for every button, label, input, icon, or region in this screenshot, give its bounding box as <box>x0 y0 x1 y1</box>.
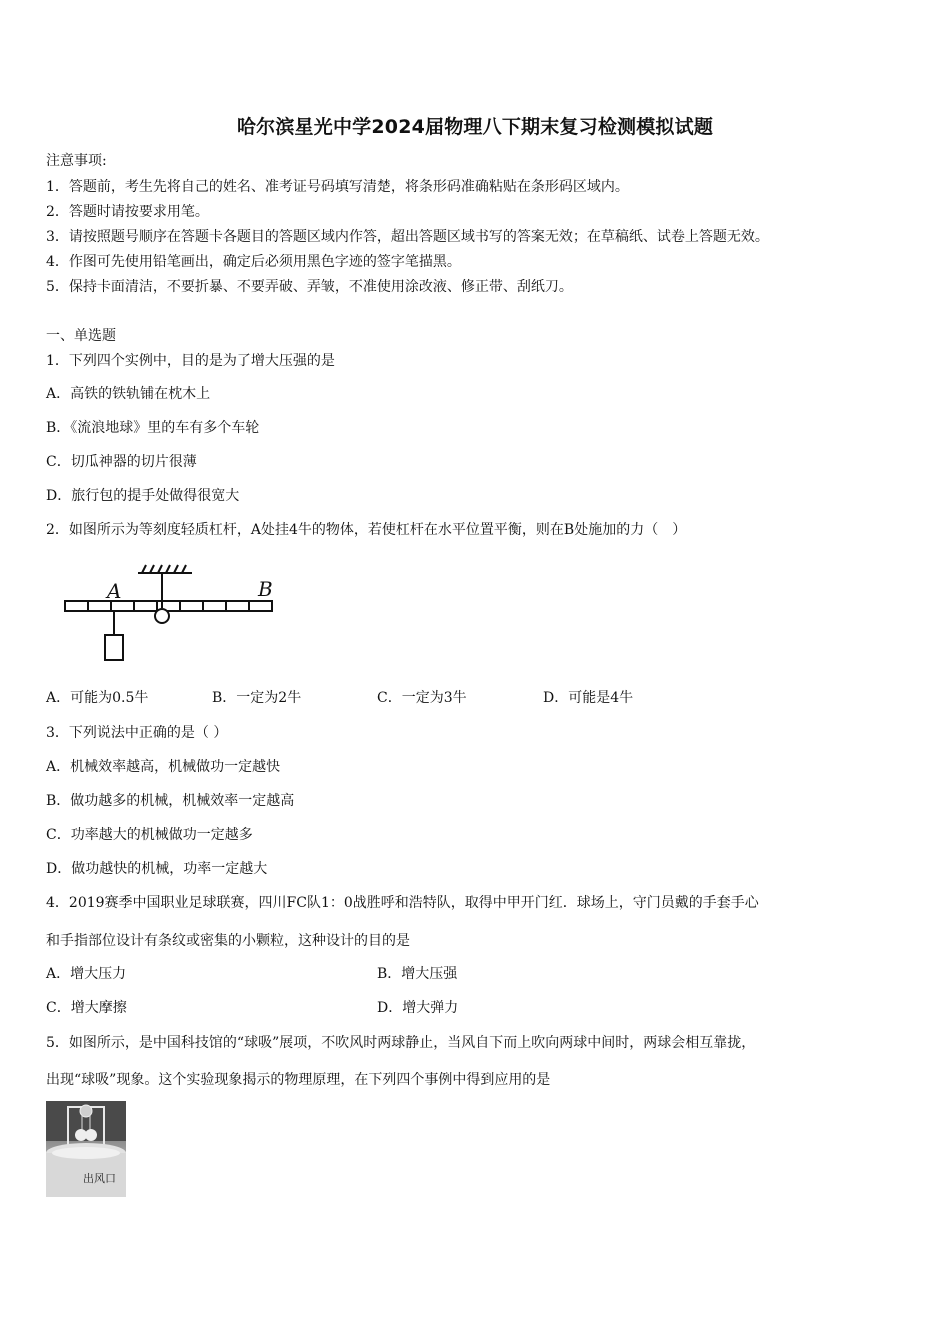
label-a: A <box>107 579 122 603</box>
q2-option-b: B．一定为2牛 <box>212 690 302 706</box>
question-4-stem-line1: 4．2019赛季中国职业足球联赛，四川FC队1：0战胜呼和浩特队，取得中甲开门红．球场上，守门员戴的手套手心 <box>46 895 759 911</box>
question-2-stem: 2．如图所示为等刻度轻质杠杆，A处挂4牛的物体，若使杠杆在水平位置平衡，则在B处施加的力（ ） <box>46 522 687 538</box>
hanging-weight <box>105 635 123 660</box>
question-5-stem-line2: 出现“球吸”现象。这个实验现象揭示的物理原理，在下列四个事例中得到应用的是 <box>46 1072 551 1088</box>
question-1-stem: 1．下列四个实例中，目的是为了增大压强的是 <box>46 353 335 369</box>
question-3-stem: 3．下列说法中正确的是（ ） <box>46 725 228 741</box>
q4-option-d: D．增大弹力 <box>377 1000 459 1016</box>
notice-item: 4．作图可先使用铅笔画出，确定后必须用黑色字迹的签字笔描黑。 <box>46 254 461 270</box>
notice-item: 5．保持卡面清洁，不要折暴、不要弄破、弄皱，不准使用涂改液、修正带、刮纸刀。 <box>46 279 573 295</box>
q3-option-d: D．做功越快的机械，功率一定越大 <box>46 861 268 877</box>
question-5-stem-line1: 5．如图所示，是中国科技馆的“球吸”展项，不吹风时两球静止，当风自下而上吹向两球中间时，两球会相互靠拢， <box>46 1035 756 1051</box>
q4-option-b: B．增大压强 <box>377 966 458 982</box>
section-heading: 一、单选题 <box>46 328 116 344</box>
q3-option-a: A．机械效率越高，机械做功一定越快 <box>46 759 281 775</box>
q2-option-c: C．一定为3牛 <box>377 690 467 706</box>
q1-option-d: D．旅行包的提手处做得很宽大 <box>46 488 240 504</box>
q4-option-a: A．增大压力 <box>46 966 127 982</box>
photo-label: 出风口 <box>83 1172 116 1185</box>
q3-option-c: C．功率越大的机械做功一定越多 <box>46 827 253 843</box>
pivot-circle <box>155 609 169 623</box>
q2-option-d: D．可能是4牛 <box>543 690 634 706</box>
notice-item: 3．请按照题号顺序在答题卡各题目的答题区域内作答，超出答题区域书写的答案无效；在草稿纸、试卷上答题无效。 <box>46 229 769 245</box>
q1-option-a: A．高铁的铁轨铺在枕木上 <box>46 386 211 402</box>
page-title: 哈尔滨星光中学2024届物理八下期末复习检测模拟试题 <box>236 116 714 138</box>
q1-option-b: B．《流浪地球》里的车有多个车轮 <box>46 420 260 436</box>
q1-option-c: C．切瓜神器的切片很薄 <box>46 454 197 470</box>
lever-bar <box>65 601 272 611</box>
q3-option-b: B．做功越多的机械，机械效率一定越高 <box>46 793 295 809</box>
notice-heading: 注意事项: <box>46 153 107 169</box>
q4-option-c: C．增大摩擦 <box>46 1000 127 1016</box>
question-4-stem-line2: 和手指部位设计有条纹或密集的小颗粒，这种设计的目的是 <box>46 933 410 949</box>
notice-item: 1．答题前，考生先将自己的姓名、准考证号码填写清楚，将条形码准确粘贴在条形码区域内。 <box>46 179 629 195</box>
lever-diagram <box>60 560 285 665</box>
ball-suction-photo <box>46 1101 126 1197</box>
q2-option-a: A．可能为0.5牛 <box>46 690 149 706</box>
notice-item: 2．答题时请按要求用笔。 <box>46 204 209 220</box>
label-b: B <box>258 577 273 601</box>
